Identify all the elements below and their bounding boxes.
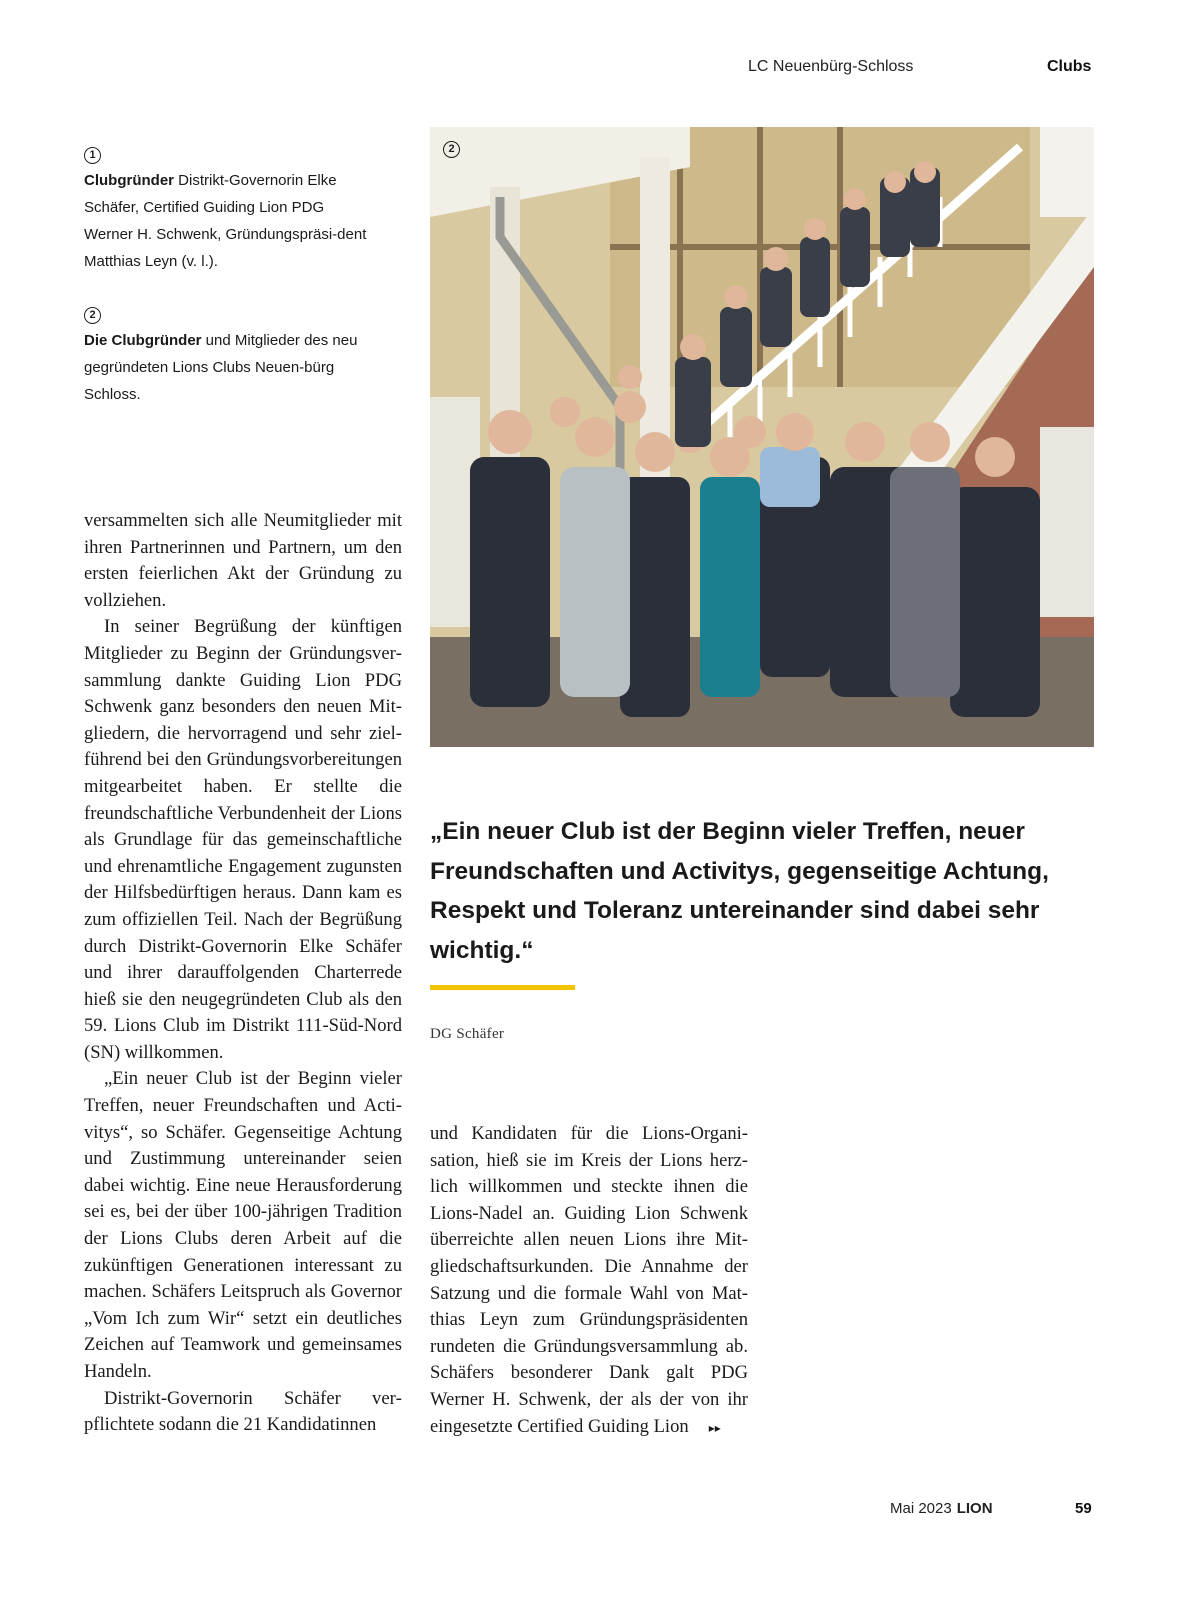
- pull-quote: „Ein neuer Club ist der Beginn vieler Treffen, neuer Freundschaften und Activitys, gegenseitige Achtung, Respekt und Toleranz untereinander sind dabei sehr wichtig.“: [430, 818, 1049, 964]
- continue-arrow-icon: ▸▸: [708, 1420, 721, 1435]
- running-header-section: LC Neuenbürg-Schloss: [748, 58, 914, 75]
- caption-text: und Mitglieder des neu gegründeten Lions Clubs Neuen-bürg Schloss.: [84, 332, 358, 403]
- body-text-column-left: [84, 508, 402, 1439]
- body-text-column-middle: [430, 1121, 748, 1441]
- body-paragraph: In seiner Begrüßung der künftigen Mitglieder zu Beginn der Gründungsversammlung dankte Guiding Lion PDG Schwenk ganz besonders den neuen Mitgliedern, die hervorragend und sehr zielführend bei den Gründungsvorbereitungen mitgearbeitet haben. Er stellte die freundschaftliche Verbundenheit der Lions als Grundlage für das gemeinschaftliche und ehrenamtliche Engagement zugunsten der Hilfsbedürftigen heraus. Dann kam es zum offiziellen Teil. Nach der Begrüßung durch Distrikt-Governorin Elke Schäfer und ihrer darauffolgenden Charterrede hieß sie den neugegründeten Club als den 59. Lions Club im Distrikt 111-Süd-Nord (SN) willkommen.: [84, 616, 402, 1063]
- footer-issue: [890, 1500, 993, 1517]
- body-paragraph: „Ein neuer Club ist der Beginn vieler Treffen, neuer Freundschaften und Activitys“, so Schäfer. Gegenseitige Achtung und Zustimmung untereinander seien dabei wichtig. Eine neue Herausforderung sei es, bei der über 100-jährigen Tradition der Lions Clubs deren Arbeit auf die zukünftigen Generationen interessant zu machen. Schäfers Leitspruch als Governor „Vom Ich zum Wir“ setzt ein deutliches Zeichen auf Teamwork und gemeinsames Handeln.: [84, 1068, 402, 1382]
- caption-number-badge: 1: [84, 147, 101, 164]
- page-number: 59: [1075, 1500, 1092, 1517]
- caption-number-badge: 2: [84, 307, 101, 324]
- footer-magazine-name: LION: [956, 1500, 993, 1517]
- body-paragraph: [430, 1121, 748, 1441]
- caption-lead: Die Clubgründer: [84, 332, 202, 349]
- footer-issue-date: Mai 2023: [890, 1500, 952, 1517]
- group-photo-illustration: [430, 127, 1094, 747]
- body-paragraph: Distrikt-Governorin Schäfer verpflichtete sodann die 21 Kandidatinnen: [84, 1387, 402, 1436]
- photo-number-badge: 2: [443, 141, 460, 158]
- caption-lead: Clubgründer: [84, 172, 174, 189]
- running-header-category: Clubs: [1047, 58, 1092, 75]
- photo-caption-1: [84, 140, 374, 275]
- pull-quote-author: DG Schäfer: [430, 1026, 505, 1042]
- group-photo: [430, 127, 1094, 747]
- photo-caption-2: [84, 300, 374, 408]
- pull-quote-accent-bar: [430, 985, 575, 990]
- body-paragraph-text: und Kandidaten für die Lions-Organisation, hieß sie im Kreis der Lions herzlich willkommen und steckte ihnen die Lions-Nadel an. Guiding Lion Schwenk überreichte allen neuen Lions ihre Mitgliedschaftsurkunden. Die Annahme der Satzung und die formale Wahl von Matthias Leyn zum Gründungspräsidenten rundeten die Gründungsversammlung ab. Schäfers besonderer Dank galt PDG Werner H. Schwenk, der als der von ihr eingesetzte Certified Guiding Lion: [430, 1123, 748, 1437]
- caption-text: Distrikt-Governorin Elke Schäfer, Certified Guiding Lion PDG Werner H. Schwenk, Gründungspräsi-dent Matthias Leyn (v. l.).: [84, 172, 367, 270]
- body-paragraph: versammelten sich alle Neumitglieder mit ihren Partnerinnen und Partnern, um den ersten feierlichen Akt der Gründung zu vollziehen.: [84, 510, 402, 611]
